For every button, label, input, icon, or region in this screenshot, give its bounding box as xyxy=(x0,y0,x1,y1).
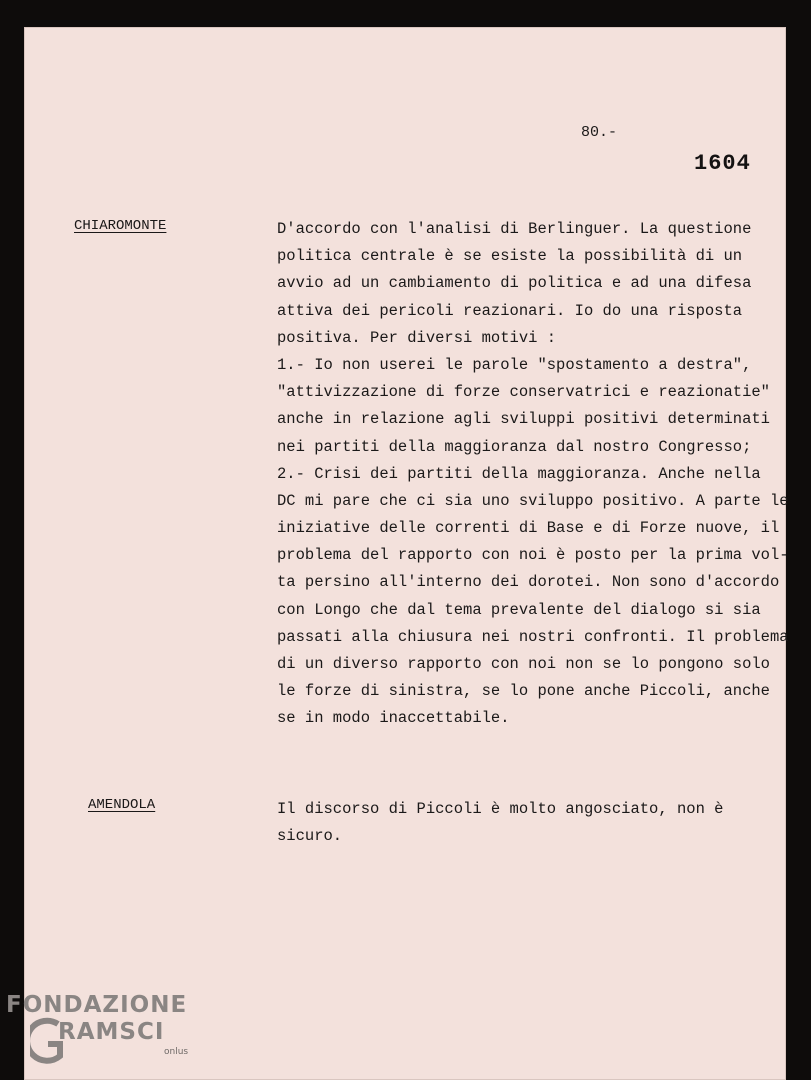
text-line: 2.- Crisi dei partiti della maggioranza. Anche nella xyxy=(277,464,761,483)
text-line: di un diverso rapporto con noi non se lo pongono solo xyxy=(277,655,770,673)
text-line: DC mi pare che ci sia uno sviluppo positivo. A parte le xyxy=(277,491,789,510)
watermark-line1: FONDAZIONE xyxy=(6,992,188,1018)
text-line: politica centrale è se esiste la possibilità di un xyxy=(277,247,743,266)
text-line: positiva. Per diversi motivi : xyxy=(277,328,557,347)
text-line: se in modo inaccettabile. xyxy=(277,709,510,728)
document-number: 1604 xyxy=(694,151,751,176)
text-line: con Longo che dal tema prevalente del dialogo si sia xyxy=(277,600,761,619)
watermark-suffix: onlus xyxy=(164,1047,189,1057)
text-line: passati alla chiusura nei nostri confronti. Il problema xyxy=(277,627,789,646)
text-line: problema del rapporto con noi è posto per la prima vol- xyxy=(277,546,789,565)
text-line: nei partiti della maggioranza dal nostro Congresso; xyxy=(277,437,752,456)
text-line: anche in relazione agli sviluppi positivi determinati xyxy=(277,410,770,429)
text-line: "attivizzazione di forze conservatrici e reazionatie" xyxy=(277,383,770,402)
text-line: D'accordo con l'analisi di Berlinguer. La questione xyxy=(277,220,752,238)
text-line: le forze di sinistra, se lo pone anche Piccoli, anche xyxy=(277,682,770,701)
text-line: attiva dei pericoli reazionari. Io do una risposta xyxy=(277,301,743,320)
speech-text xyxy=(277,796,807,850)
document-page xyxy=(24,27,789,1080)
speech-text xyxy=(277,216,807,733)
speaker-name: AMENDOLA xyxy=(88,797,156,813)
text-line: Il discorso di Piccoli è molto angosciato, non è xyxy=(277,800,724,818)
fondazione-gramsci-watermark xyxy=(2,992,202,1072)
text-line: ta persino all'interno dei dorotei. Non sono d'accordo xyxy=(277,573,780,592)
page-marker: 80.- xyxy=(581,124,618,141)
speaker-name: CHIAROMONTE xyxy=(74,218,167,234)
text-line: 1.- Io non userei le parole "spostamento a destra", xyxy=(277,355,752,374)
text-line: sicuro. xyxy=(277,827,343,846)
watermark-line2: RAMSCI xyxy=(58,1019,165,1045)
text-line: avvio ad un cambiamento di politica e ad una difesa xyxy=(277,274,752,293)
text-line: iniziative delle correnti di Base e di Forze nuove, il xyxy=(277,519,780,538)
